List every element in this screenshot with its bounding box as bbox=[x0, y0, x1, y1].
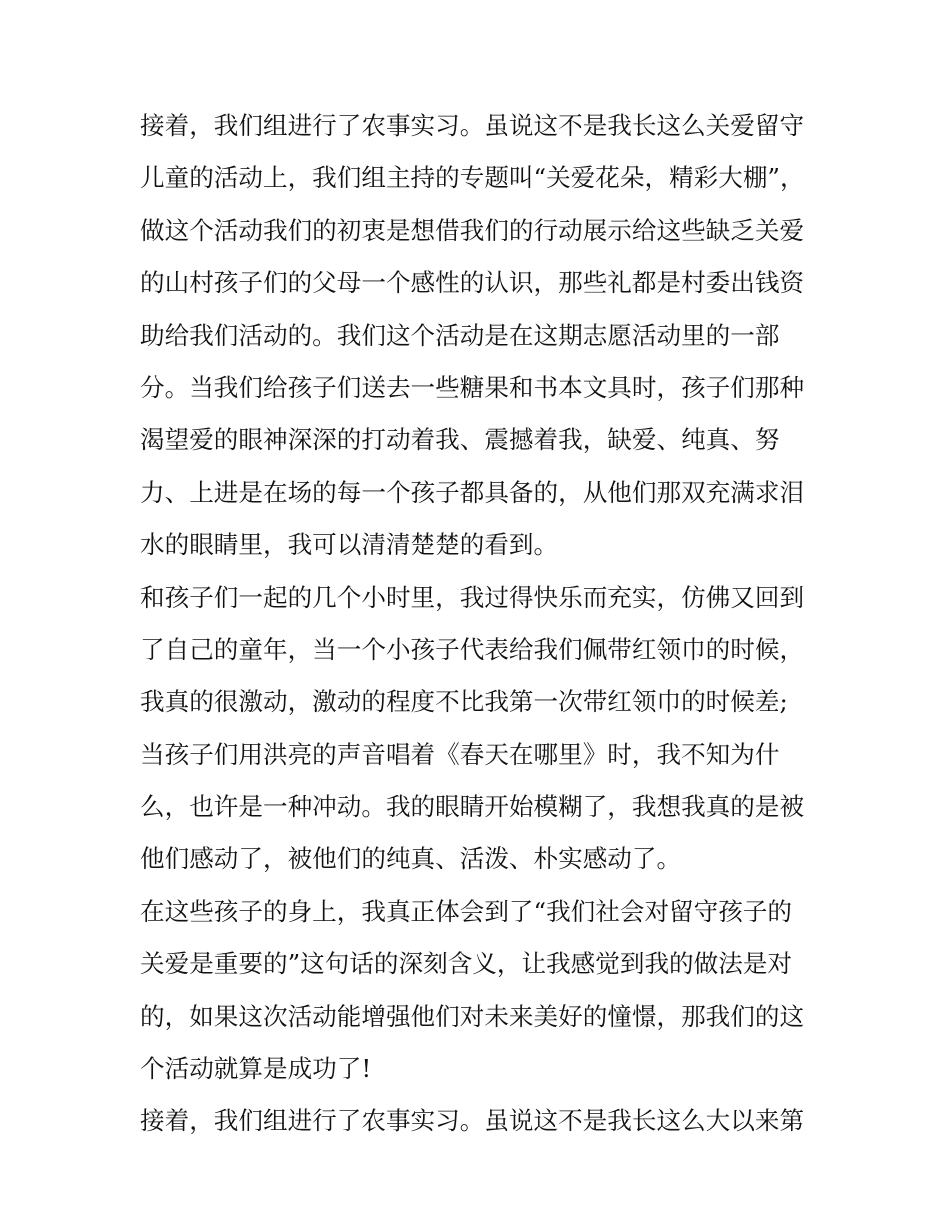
text-line: 关爱是重要的”这句话的深刻含义，让我感觉到我的做法是对 bbox=[140, 949, 793, 979]
paragraph-4 bbox=[140, 1095, 820, 1147]
text-line: 水的眼睛里，我可以清清楚楚的看到。 bbox=[140, 530, 559, 560]
text-line: 做这个活动我们的初衷是想借我们的行动展示给这些缺乏关爱 bbox=[140, 215, 805, 245]
paragraph-1 bbox=[140, 100, 820, 572]
text-line: 分。当我们给孩子们送去一些糖果和书本文具时，孩子们那种 bbox=[140, 372, 805, 402]
text-line: 他们感动了，被他们的纯真、活泼、朴实感动了。 bbox=[140, 844, 682, 874]
document-body bbox=[140, 100, 820, 1148]
text-line: 接着，我们组进行了农事实习。虽说这不是我长这么大以来第 bbox=[140, 1106, 805, 1136]
text-line: 在这些孩子的身上，我真正体会到了“我们社会对留守孩子的 bbox=[140, 896, 793, 926]
text-line: 当孩子们用洪亮的声音唱着《春天在哪里》时，我不知为什 bbox=[140, 739, 780, 769]
text-line: 我真的很激动，激动的程度不比我第一次带红领巾的时候差; bbox=[140, 687, 788, 717]
text-line: 的山村孩子们的父母一个感性的认识，那些礼都是村委出钱资 bbox=[140, 268, 805, 298]
text-line: 了自己的童年，当一个小孩子代表给我们佩带红领巾的时候， bbox=[140, 634, 805, 664]
text-line: 个活动就算是成功了! bbox=[140, 1054, 372, 1084]
text-line: 么，也许是一种冲动。我的眼睛开始模糊了，我想我真的是被 bbox=[140, 792, 805, 822]
text-line: 渴望爱的眼神深深的打动着我、震撼着我，缺爱、纯真、努 bbox=[140, 425, 780, 455]
text-line: 助给我们活动的。我们这个活动是在这期志愿活动里的一部 bbox=[140, 320, 780, 350]
text-line: 力、上进是在场的每一个孩子都具备的，从他们那双充满求泪 bbox=[140, 477, 805, 507]
paragraph-2 bbox=[140, 572, 820, 886]
text-line: 儿童的活动上，我们组主持的专题叫“关爱花朵，精彩大棚”， bbox=[140, 163, 805, 193]
text-line: 的，如果这次活动能增强他们对未来美好的憧憬，那我们的这 bbox=[140, 1001, 805, 1031]
text-line: 接着，我们组进行了农事实习。虽说这不是我长这么关爱留守 bbox=[140, 111, 805, 140]
text-line: 和孩子们一起的几个小时里，我过得快乐而充实，仿佛又回到 bbox=[140, 582, 805, 612]
paragraph-3 bbox=[140, 886, 820, 1096]
